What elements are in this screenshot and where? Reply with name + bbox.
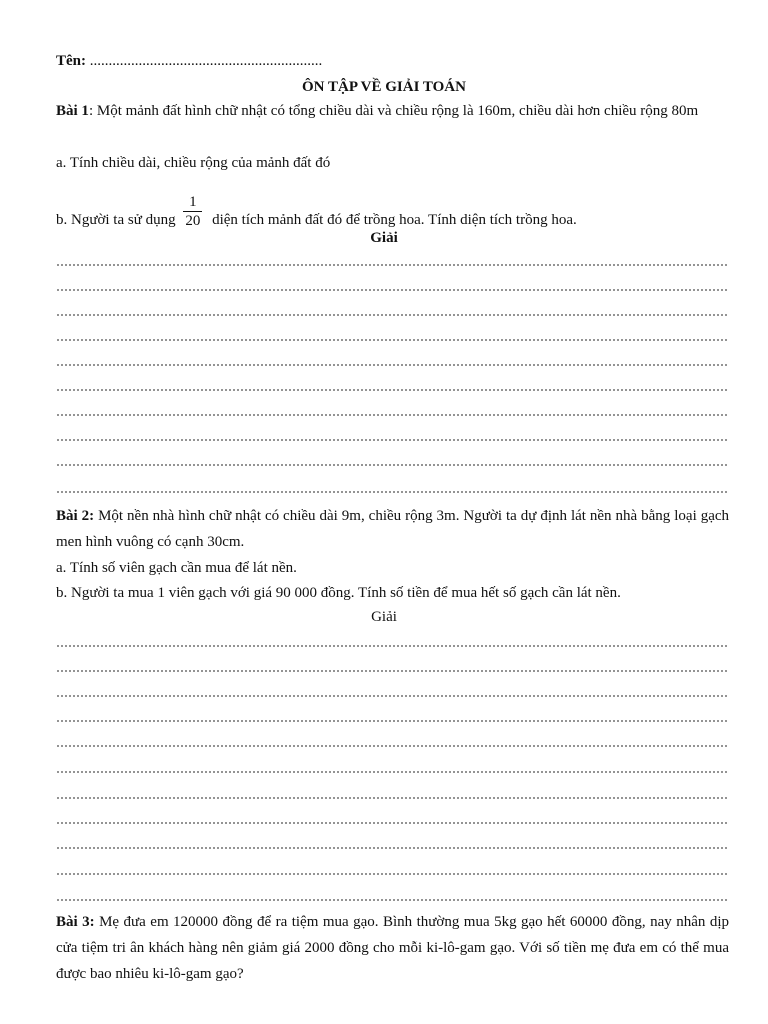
exercise-2-part-b: b. Người ta mua 1 viên gạch với giá 90 000 đồng. Tính số tiền để mua hết số gạch cần lát nền. (56, 585, 621, 601)
answer-line (56, 339, 729, 341)
exercise-3-label: Bài 3: (56, 914, 95, 930)
exercise-1-part-b-suffix: diện tích mảnh đất đó để trồng hoa. Tính diện tích trồng hoa. (212, 211, 577, 228)
exercise-3-body: Mẹ đưa em 120000 đồng để ra tiệm mua gạo. Bình thường mua 5kg gạo hết 60000 đồng, nay nhân dịp cửa tiệm tri ân khách hàng nên giảm giá 2000 đồng cho mỗi ki-lô-gam gạo. Với số tiền mẹ đưa em có thể mua được bao nhiêu ki-lô-gam gạo? (56, 914, 729, 982)
answer-line (56, 414, 729, 416)
fraction-numerator: 1 (189, 194, 197, 210)
name-blank: .............................................................. (89, 53, 323, 69)
exercise-2-solution-heading: Giải (371, 609, 397, 625)
answer-line (56, 389, 729, 391)
answer-line (56, 873, 729, 875)
exercise-1-part-a: a. Tính chiều dài, chiều rộng của mảnh đất đó (56, 155, 331, 171)
answer-line (56, 847, 729, 849)
answer-line (56, 264, 729, 266)
answer-line (56, 439, 729, 441)
answer-line (56, 670, 729, 672)
exercise-2-body: Một nền nhà hình chữ nhật có chiều dài 9m, chiều rộng 3m. Người ta dự định lát nền nhà bằng loại gạch men hình vuông có cạnh 30cm. (56, 508, 730, 550)
exercise-2-part-a: a. Tính số viên gạch cần mua để lát nền. (56, 560, 297, 576)
name-line (56, 51, 322, 71)
answer-line (56, 364, 729, 366)
answer-line (56, 695, 729, 697)
exercise-1-text (56, 98, 729, 124)
exercise-1-part-b-prefix: b. Người ta sử dụng (56, 211, 176, 228)
answer-line (56, 491, 729, 493)
exercise-1-label: Bài 1 (56, 103, 89, 119)
answer-line (56, 289, 729, 291)
answer-line (56, 822, 729, 824)
exercise-1-body: : Một mảnh đất hình chữ nhật có tổng chiều dài và chiều rộng là 160m, chiều dài hơn chiều rộng 80m (88, 103, 699, 119)
exercise-2-text (56, 503, 729, 555)
name-label: Tên: (56, 53, 86, 69)
answer-line (56, 745, 729, 747)
fraction (183, 193, 202, 230)
exercise-2-label: Bài 2: (56, 508, 95, 524)
answer-line (56, 720, 729, 722)
document-title: ÔN TẬP VỀ GIẢI TOÁN (302, 79, 466, 95)
exercise-1-solution-heading: Giải (370, 230, 398, 246)
answer-line (56, 771, 729, 773)
answer-line (56, 464, 729, 466)
answer-line (56, 314, 729, 316)
exercise-3-text (56, 909, 729, 987)
fraction-denominator: 20 (185, 213, 201, 229)
answer-line (56, 899, 729, 901)
answer-line (56, 797, 729, 799)
answer-line (56, 645, 729, 647)
